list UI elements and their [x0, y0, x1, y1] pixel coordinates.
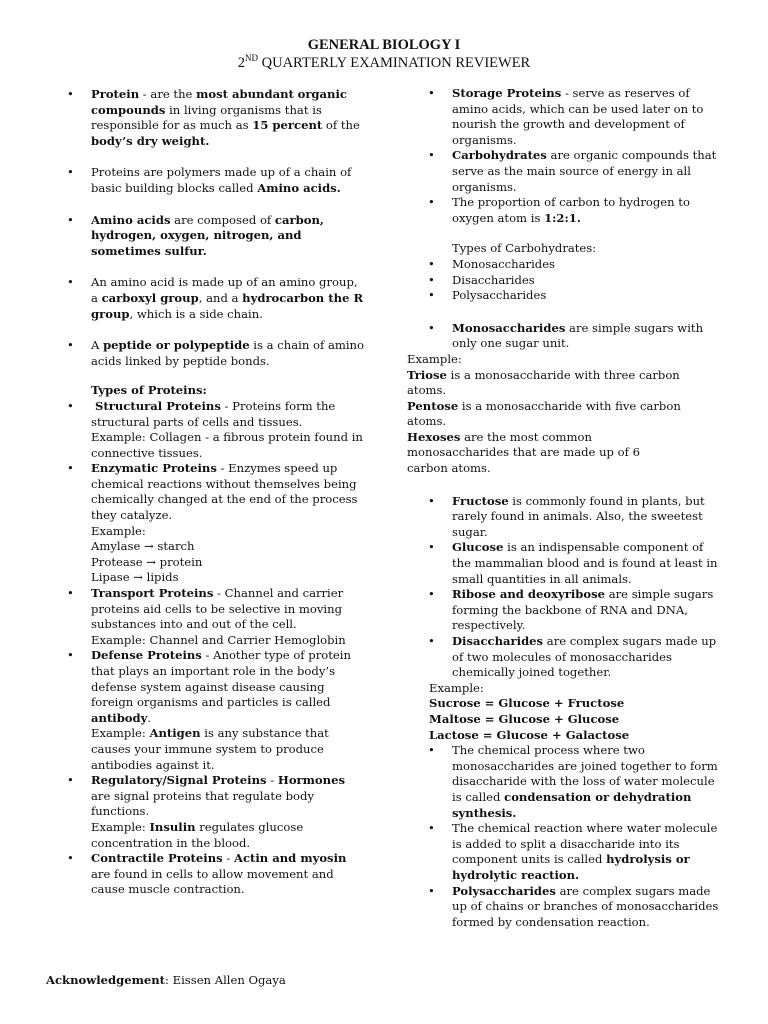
bullet-ribose: • Ribose and deoxyribose are simple sugars forming the backbone of RNA and DNA, respectively. — [428, 587, 723, 634]
types-of-carbohydrates-heading: Types of Carbohydrates: — [452, 241, 597, 256]
bullet-regulatory-proteins: • Regulatory/Signal Proteins - Hormones are signal proteins that regulate body functions. Example: Insulin regulates glucose concentration in the blood. — [67, 773, 367, 851]
bullet-peptide: • A peptide or polypeptide is a chain of amino acids linked by peptide bonds. — [67, 338, 367, 369]
bullet-defense-proteins: • Defense Proteins - Another type of protein that plays an important role in the body’s defense system against disease causing foreign organisms and particles is called antibody. Example: Antigen is any substance that causes your immune system to produce antibodies against it. — [67, 648, 367, 773]
subtitle-text: QUARTERLY EXAMINATION REVIEWER — [258, 55, 531, 71]
bullet-protein: • Protein - are the most abundant organic compounds in living organisms that is responsible for as much as 15 percent of the body’s dry weight. — [67, 87, 367, 149]
bullet-proportion: • The proportion of carbon to hydrogen to oxygen atom is 1:2:1. — [428, 195, 723, 226]
document-title: GENERAL BIOLOGY I — [307, 37, 461, 53]
lactose-equation: Lactose = Glucose + Galactose — [429, 727, 630, 742]
sucrose-equation: Sucrose = Glucose + Fructose — [429, 696, 625, 711]
type-item-polysaccharides: • Polysaccharides — [428, 288, 723, 304]
document-subtitle — [0, 53, 768, 72]
example-label: Example: — [407, 351, 462, 366]
bullet-amino-acid-structure: • An amino acid is made up of an amino group, a carboxyl group, and a hydrocarbon the R group, which is a side chain. — [67, 275, 367, 322]
bullet-hydrolysis: • The chemical reaction where water molecule is added to split a disaccharide into its component units is called hydrolysis or hydrolytic reaction. — [428, 821, 723, 883]
subtitle-ordinal: 2 — [237, 55, 246, 71]
bullet-disaccharides: • Disaccharides are complex sugars made up of two molecules of monosaccharides chemically joined together. — [428, 634, 723, 681]
bullet-structural-proteins: • Structural Proteins - Proteins form the structural parts of cells and tissues. Example: Collagen - a fibrous protein found in connective tissues. — [67, 399, 367, 461]
maltose-equation: Maltose = Glucose + Glucose — [429, 711, 620, 726]
bullet-enzymatic-proteins: • Enzymatic Proteins - Enzymes speed up chemical reactions without themselves being chemically changed at the end of the process they catalyze. Example: Amylase → starch Protease → protein Lipase → lipids — [67, 461, 367, 586]
bullet-monosaccharides: • Monosaccharides are simple sugars with only one sugar unit. — [428, 321, 723, 352]
pentose-text: Pentose is a monosaccharide with five carbon atoms. — [407, 398, 681, 429]
bullet-storage-proteins: • Storage Proteins - serve as reserves of amino acids, which can be used later on to nourish the growth and development of organisms. — [428, 86, 723, 148]
bullet-fructose: • Fructose is commonly found in plants, but rarely found in animals. Also, the sweetest sugar. — [428, 494, 723, 541]
triose-text: Triose is a monosaccharide with three carbon atoms. — [407, 367, 680, 398]
example-label-2: Example: — [429, 680, 484, 695]
bullet-condensation: • The chemical process where two monosaccharides are joined together to form disaccharide with the loss of water molecule is called condensation or dehydration synthesis. — [428, 743, 723, 821]
hexoses-text: Hexoses are the most common monosaccharides that are made up of 6 carbon atoms. — [407, 429, 640, 476]
bullet-polysaccharides: • Polysaccharides are complex sugars made up of chains or branches of monosaccharides formed by condensation reaction. — [428, 884, 723, 931]
acknowledgement: Acknowledgement: Eissen Allen Ogaya — [46, 973, 286, 987]
left-column — [67, 87, 367, 898]
types-of-proteins-heading: Types of Proteins: — [91, 383, 207, 398]
bullet-carbohydrates: • Carbohydrates are organic compounds that serve as the main source of energy in all organisms. — [428, 148, 723, 195]
type-item-disaccharides: • Disaccharides — [428, 273, 723, 289]
type-item-monosaccharides: • Monosaccharides — [428, 257, 723, 273]
right-column — [407, 86, 723, 930]
bullet-polymers: • Proteins are polymers made up of a chain of basic building blocks called Amino acids. — [67, 165, 367, 196]
subtitle-superscript: ND — [245, 53, 259, 63]
bullet-contractile-proteins: • Contractile Proteins - Actin and myosin are found in cells to allow movement and cause muscle contraction. — [67, 851, 367, 898]
bullet-transport-proteins: • Transport Proteins - Channel and carrier proteins aid cells to be selective in moving substances into and out of the cell. Example: Channel and Carrier Hemoglobin — [67, 586, 367, 648]
bullet-amino-acids: • Amino acids are composed of carbon, hydrogen, oxygen, nitrogen, and sometimes sulfur. — [67, 213, 367, 260]
bullet-glucose: • Glucose is an indispensable component of the mammalian blood and is found at least in small quantities in all animals. — [428, 540, 723, 587]
